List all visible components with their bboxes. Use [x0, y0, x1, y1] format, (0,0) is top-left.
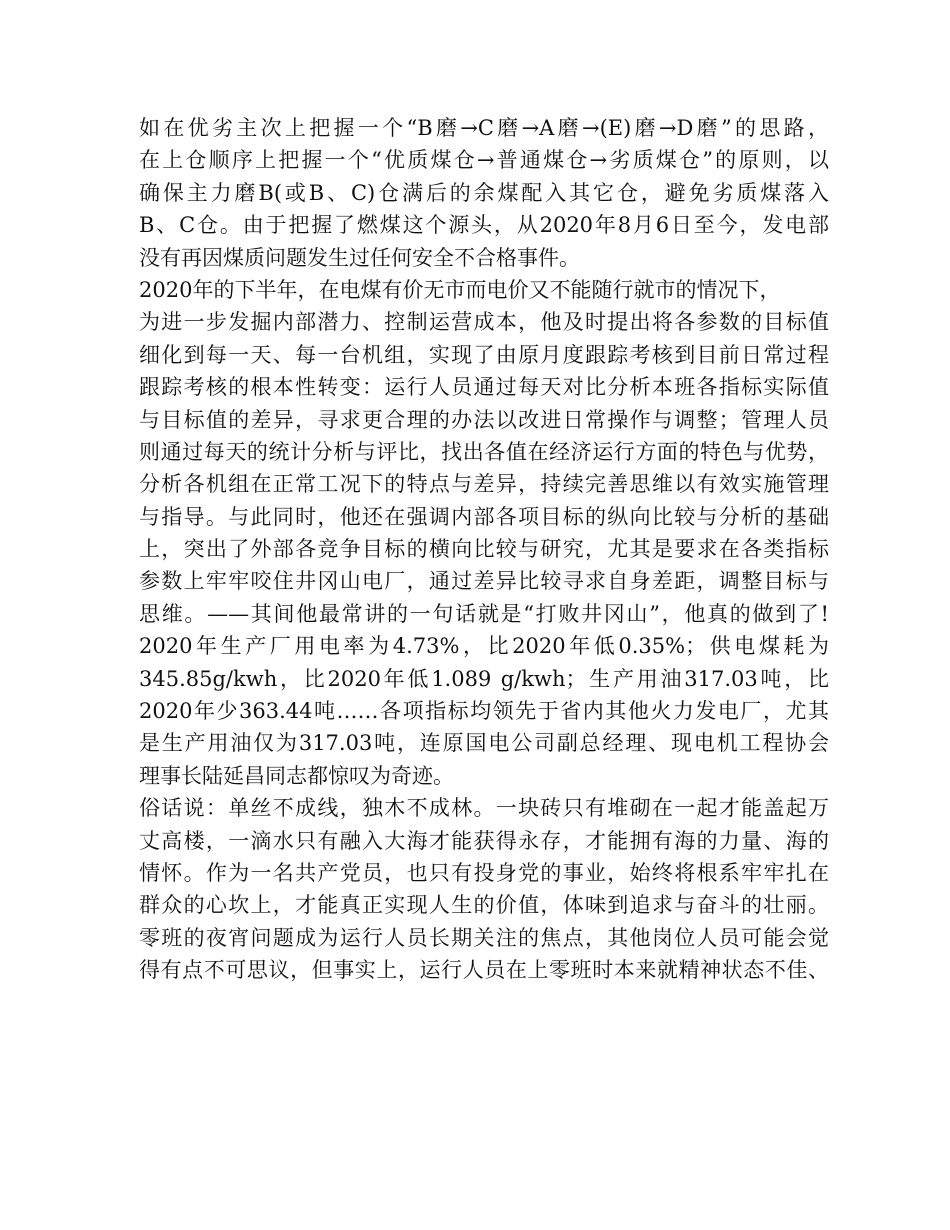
text-line: 得有点不可思议，但事实上，运行人员在上零班时本来就精神状态不佳、	[139, 958, 829, 983]
text-line: 如在优劣主次上把握一个“B磨→C磨→A磨→(E)磨→D磨”的思路，	[139, 116, 829, 140]
text-line: 2020年少363.44吨……各项指标均领先于省内其他火力发电厂，尤其	[139, 699, 829, 724]
text-line: 345.85g/kwh，比2020年低1.089 g/kwh；生产用油317.03吨，比	[139, 666, 829, 691]
text-line: 群众的心坎上，才能真正实现人生的价值，体味到追求与奋斗的壮丽。	[139, 893, 829, 918]
text-line: 则通过每天的统计分析与评比，找出各值在经济运行方面的特色与优势，	[139, 439, 829, 464]
text-line: 思维。——其间他最常讲的一句话就是“打败井冈山”，他真的做到了!	[139, 601, 829, 626]
text-line: 是生产用油仅为317.03吨，连原国电公司副总经理、现电机工程协会	[139, 731, 829, 756]
text-line: 参数上牢牢咬住井冈山电厂，通过差异比较寻求自身差距，调整目标与	[139, 569, 829, 594]
text-line: 情怀。作为一名共产党员，也只有投身党的事业，始终将根系牢牢扎在	[139, 860, 829, 885]
text-line: 没有再因煤质问题发生过任何安全不合格事件。	[139, 245, 580, 270]
text-line: 丈高楼，一滴水只有融入大海才能获得永存，才能拥有海的力量、海的	[139, 828, 829, 853]
text-line: 分析各机组在正常工况下的特点与差异，持续完善思维以有效实施管理	[139, 472, 829, 497]
text-line: 2020年生产厂用电率为4.73%，比2020年低0.35%；供电煤耗为	[139, 634, 829, 659]
text-line: B、C仓。由于把握了燃煤这个源头，从2020年8月6日至今，发电部	[139, 213, 829, 238]
text-line: 为进一步发掘内部潜力、控制运营成本，他及时提出将各参数的目标值	[139, 310, 829, 335]
body-text	[139, 112, 829, 987]
text-line: 细化到每一天、每一台机组，实现了由原月度跟踪考核到目前日常过程	[139, 342, 829, 367]
text-line: 在上仓顺序上把握一个“优质煤仓→普通煤仓→劣质煤仓”的原则，以	[139, 148, 829, 173]
text-line: 上，突出了外部各竞争目标的横向比较与研究，尤其是要求在各类指标	[139, 537, 829, 562]
text-line: 零班的夜宵问题成为运行人员长期关注的焦点，其他岗位人员可能会觉	[139, 925, 829, 950]
text-line: 与指导。与此同时，他还在强调内部各项目标的纵向比较与分析的基础	[139, 504, 829, 529]
text-line: 确保主力磨B(或B、C)仓满后的余煤配入其它仓，避免劣质煤落入	[139, 180, 829, 205]
text-line: 与目标值的差异，寻求更合理的办法以改进日常操作与调整；管理人员	[139, 407, 829, 432]
text-line: 理事长陆延昌同志都惊叹为奇迹。	[139, 763, 454, 788]
text-line: 2020年的下半年，在电煤有价无市而电价又不能随行就市的情况下，	[139, 277, 781, 302]
text-line: 跟踪考核的根本性转变：运行人员通过每天对比分析本班各指标实际值	[139, 375, 829, 400]
text-line: 俗话说：单丝不成线，独木不成林。一块砖只有堆砌在一起才能盖起万	[139, 796, 829, 821]
